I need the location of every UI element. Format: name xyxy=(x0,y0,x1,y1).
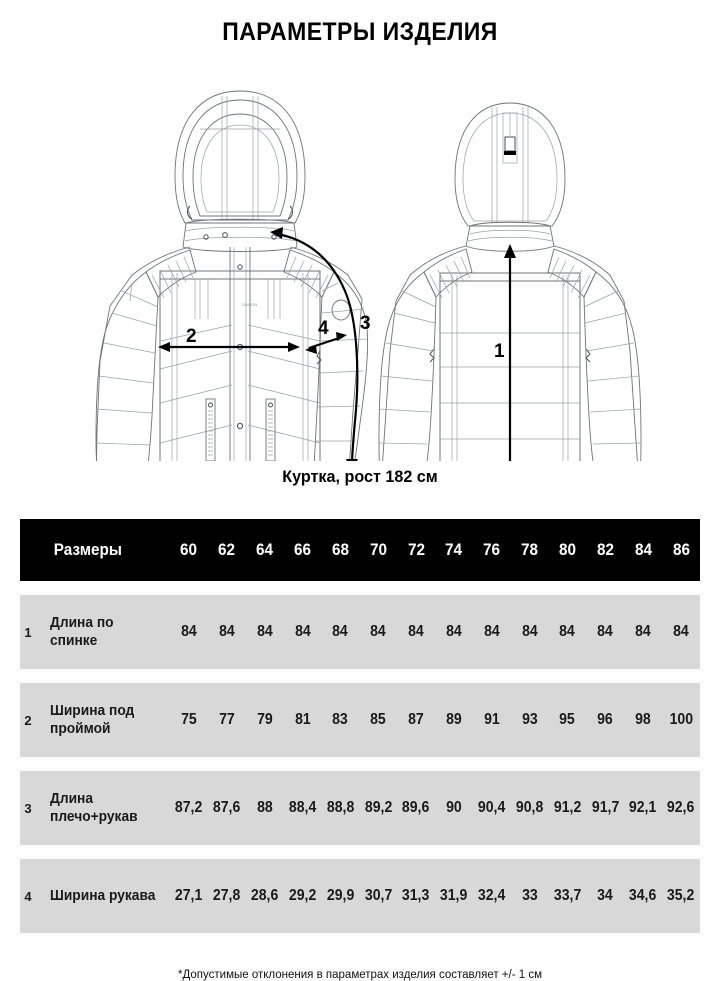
measure-cell xyxy=(548,771,586,845)
measure-cell xyxy=(662,859,700,933)
measure-value: 91,7 xyxy=(591,799,619,816)
measure-value: 31,3 xyxy=(402,887,430,904)
measure-marker-2 xyxy=(158,326,300,352)
measure-value: 81 xyxy=(294,711,311,728)
measure-cell xyxy=(511,771,549,845)
measure-cell xyxy=(586,595,624,669)
measure-value: 87,6 xyxy=(213,799,241,816)
size-header-value: 86 xyxy=(672,540,690,559)
measure-value: 88,4 xyxy=(288,799,317,816)
measure-value: 96 xyxy=(597,711,614,728)
size-header-value: 70 xyxy=(369,540,387,559)
measure-cell xyxy=(662,595,700,669)
measure-cell xyxy=(284,683,322,757)
row-number: 1 xyxy=(20,595,36,669)
measure-value: 31,9 xyxy=(440,887,468,904)
measure-value: 84 xyxy=(408,623,424,640)
size-header-cell xyxy=(586,519,624,581)
measure-cell xyxy=(208,595,246,669)
measure-value: 79 xyxy=(256,711,273,728)
measure-value: 87,2 xyxy=(175,799,203,816)
size-header-value: 74 xyxy=(445,540,463,559)
measure-cell xyxy=(321,859,359,933)
measure-cell xyxy=(246,859,284,933)
measure-cell xyxy=(170,595,208,669)
measure-cell xyxy=(511,683,549,757)
measure-value: 91 xyxy=(483,711,500,728)
measure-cell xyxy=(624,771,662,845)
measure-cell xyxy=(586,683,624,757)
size-header-cell xyxy=(321,519,359,581)
row-label xyxy=(36,595,170,669)
measure-cell xyxy=(586,771,624,845)
measure-cell xyxy=(359,859,397,933)
measure-cell xyxy=(397,683,435,757)
measure-label-1: 1 xyxy=(494,341,505,362)
measure-cell xyxy=(359,683,397,757)
table-row xyxy=(20,859,700,933)
measure-value: 34 xyxy=(597,887,614,904)
size-header-value: 72 xyxy=(407,540,425,559)
size-header-value: 62 xyxy=(218,540,236,559)
size-header-cell xyxy=(435,519,473,581)
measure-value: 90,8 xyxy=(515,799,544,816)
measure-value: 90 xyxy=(445,799,462,816)
row-number: 4 xyxy=(20,859,36,933)
size-header-value: 80 xyxy=(558,540,576,559)
measure-value: 84 xyxy=(294,623,311,640)
measure-cell xyxy=(397,771,435,845)
size-header-value: 64 xyxy=(256,540,274,559)
measure-cell xyxy=(284,595,322,669)
measure-value: 27,1 xyxy=(175,887,203,904)
measure-value: 84 xyxy=(445,623,462,640)
measure-value: 89,2 xyxy=(364,799,392,816)
measure-value: 75 xyxy=(181,711,197,728)
size-header-cell xyxy=(662,519,700,581)
measure-value: 28,6 xyxy=(250,887,279,904)
size-header-cell xyxy=(473,519,511,581)
measure-cell xyxy=(473,771,511,845)
table-row xyxy=(20,595,700,669)
measure-label-3: 3 xyxy=(360,313,371,334)
measure-cell xyxy=(321,595,359,669)
size-header-value: 82 xyxy=(596,540,614,559)
measure-cell xyxy=(435,859,473,933)
measure-cell xyxy=(397,859,435,933)
size-table-body xyxy=(20,595,700,933)
table-row xyxy=(20,683,700,757)
measure-cell xyxy=(359,595,397,669)
measure-value: 30,7 xyxy=(364,887,392,904)
measure-marker-4 xyxy=(305,318,347,354)
measure-value: 92,1 xyxy=(629,799,657,816)
measure-cell xyxy=(208,771,246,845)
size-header-value: 84 xyxy=(634,540,652,559)
measure-cell xyxy=(624,859,662,933)
measure-value: 84 xyxy=(181,623,197,640)
measure-value: 34,6 xyxy=(629,887,657,904)
measure-cell xyxy=(548,859,586,933)
row-number: 3 xyxy=(20,771,36,845)
measure-cell xyxy=(170,771,208,845)
size-header-value: 76 xyxy=(483,540,501,559)
measure-value: 100 xyxy=(669,711,693,728)
row-label xyxy=(36,771,170,845)
measure-cell xyxy=(246,595,284,669)
measure-cell xyxy=(397,595,435,669)
footnote: *Допустимые отклонения в параметрах изделия составляет +/- 1 см xyxy=(178,969,542,981)
measure-cell xyxy=(473,595,511,669)
measure-value: 85 xyxy=(370,711,386,728)
size-header-value: 60 xyxy=(180,540,198,559)
measure-cell xyxy=(246,683,284,757)
jacket-technical-drawing xyxy=(0,51,720,461)
measure-cell xyxy=(473,683,511,757)
measure-cell xyxy=(548,595,586,669)
measure-value: 84 xyxy=(256,623,273,640)
size-header-cell xyxy=(170,519,208,581)
measure-value: 33,7 xyxy=(553,887,582,904)
measure-value: 91,2 xyxy=(553,799,582,816)
size-header-cell xyxy=(246,519,284,581)
measure-cell xyxy=(208,683,246,757)
measure-value: 84 xyxy=(635,623,651,640)
measure-cell xyxy=(170,683,208,757)
measure-value: 33 xyxy=(521,887,538,904)
row-label-text: Ширина рукава xyxy=(50,887,156,904)
measure-label-4: 4 xyxy=(318,318,329,339)
measure-cell xyxy=(624,683,662,757)
size-table-head xyxy=(20,519,700,581)
brand-mark: GALION xyxy=(242,302,258,307)
measure-value: 88 xyxy=(256,799,273,816)
size-header-cell xyxy=(624,519,662,581)
size-header-cell xyxy=(397,519,435,581)
subtitle: Куртка, рост 182 см xyxy=(282,467,438,486)
measure-cell xyxy=(435,771,473,845)
header-num-col xyxy=(20,519,36,581)
measure-cell xyxy=(662,683,700,757)
measure-cell xyxy=(624,595,662,669)
measure-cell xyxy=(246,771,284,845)
size-header-value: 66 xyxy=(293,540,311,559)
size-header-cell xyxy=(208,519,246,581)
row-label-text: Длина по спинке xyxy=(50,614,114,649)
measure-cell xyxy=(662,771,700,845)
table-header-row xyxy=(20,519,700,581)
measure-value: 84 xyxy=(218,623,235,640)
illustration-area xyxy=(0,51,720,461)
measure-cell xyxy=(511,595,549,669)
measure-label-2: 2 xyxy=(186,326,197,347)
measure-value: 77 xyxy=(218,711,235,728)
measure-value: 87 xyxy=(408,711,424,728)
header-label xyxy=(36,519,170,581)
measure-cell xyxy=(359,771,397,845)
header-label-text: Размеры xyxy=(53,540,122,559)
measure-value: 95 xyxy=(559,711,576,728)
measure-value: 89 xyxy=(445,711,462,728)
row-label-text: Длина плечо+рукав xyxy=(50,790,138,825)
size-table xyxy=(20,505,700,947)
measure-value: 84 xyxy=(559,623,576,640)
measure-cell xyxy=(284,859,322,933)
measure-value: 32,4 xyxy=(477,887,506,904)
size-header-cell xyxy=(284,519,322,581)
measure-value: 84 xyxy=(521,623,538,640)
size-header-cell xyxy=(511,519,549,581)
row-label-text: Ширина под проймой xyxy=(50,702,135,737)
measure-cell xyxy=(511,859,549,933)
measure-value: 29,9 xyxy=(326,887,354,904)
measure-cell xyxy=(208,859,246,933)
measure-value: 29,2 xyxy=(288,887,317,904)
measure-cell xyxy=(473,859,511,933)
measure-cell xyxy=(321,683,359,757)
jacket-front-view xyxy=(96,91,371,461)
measure-value: 84 xyxy=(332,623,349,640)
measure-cell xyxy=(170,859,208,933)
measure-cell xyxy=(435,595,473,669)
measure-cell xyxy=(284,771,322,845)
measure-value: 35,2 xyxy=(667,887,695,904)
measure-value: 93 xyxy=(521,711,538,728)
measure-value: 89,6 xyxy=(402,799,430,816)
measure-value: 84 xyxy=(597,623,614,640)
size-header-value: 78 xyxy=(520,540,539,559)
measure-value: 83 xyxy=(332,711,349,728)
measure-cell xyxy=(321,771,359,845)
measure-value: 88,8 xyxy=(326,799,354,816)
row-number: 2 xyxy=(20,683,36,757)
measure-cell xyxy=(586,859,624,933)
size-header-cell xyxy=(548,519,586,581)
measure-cell xyxy=(435,683,473,757)
jacket-back-view xyxy=(378,103,642,461)
measure-cell xyxy=(548,683,586,757)
measure-value: 84 xyxy=(370,623,386,640)
row-label xyxy=(36,683,170,757)
measure-value: 27,8 xyxy=(213,887,241,904)
size-header-value: 68 xyxy=(331,540,349,559)
measure-value: 90,4 xyxy=(477,799,506,816)
row-label xyxy=(36,859,170,933)
size-header-cell xyxy=(359,519,397,581)
measure-value: 84 xyxy=(483,623,500,640)
measure-marker-1 xyxy=(494,244,516,461)
page-title: ПАРАМЕТРЫ ИЗДЕЛИЯ xyxy=(222,18,498,46)
measure-value: 98 xyxy=(635,711,651,728)
table-row xyxy=(20,771,700,845)
measure-value: 92,6 xyxy=(667,799,695,816)
measure-value: 84 xyxy=(673,623,689,640)
